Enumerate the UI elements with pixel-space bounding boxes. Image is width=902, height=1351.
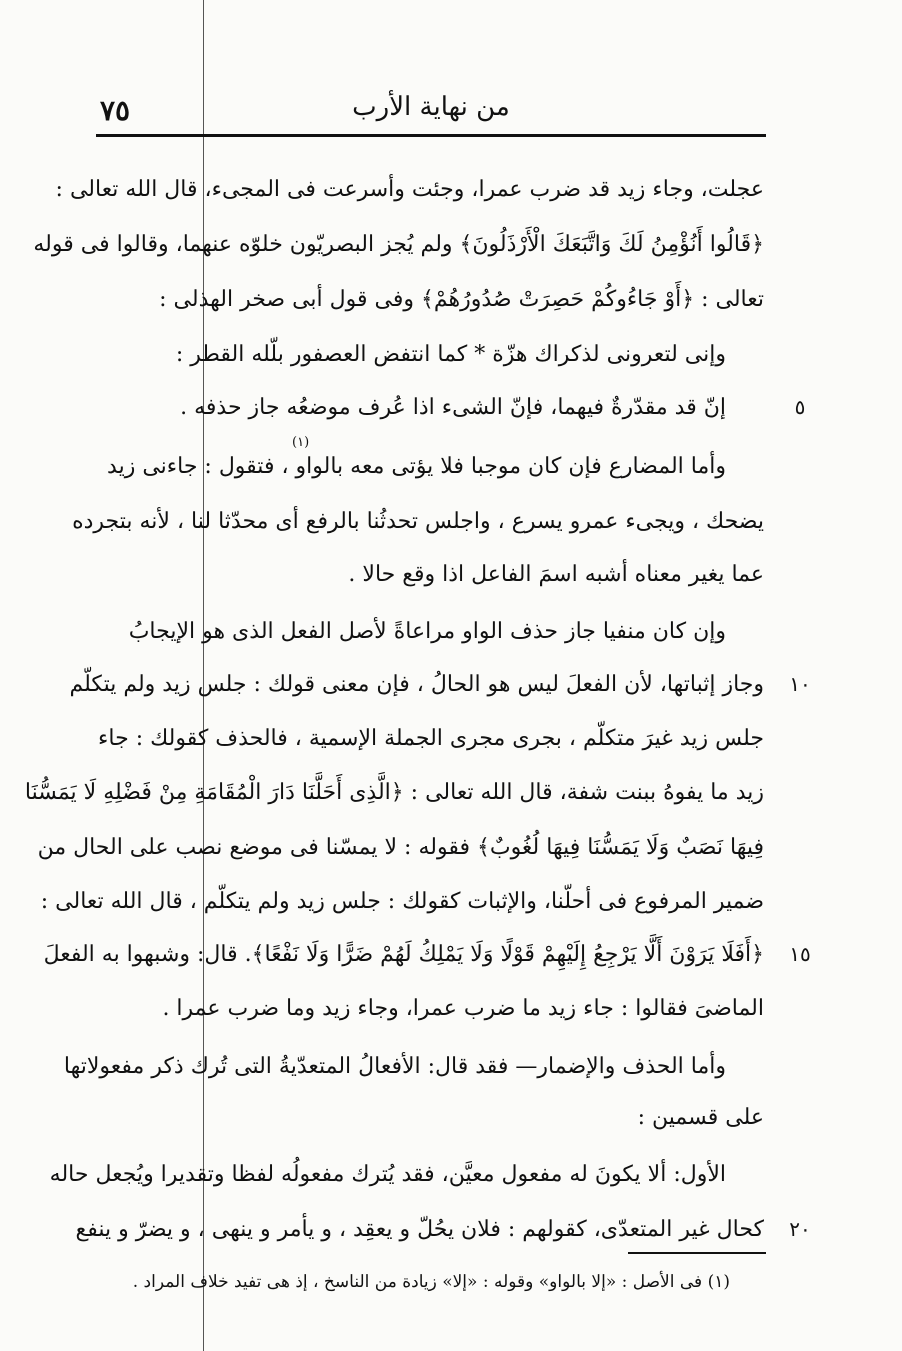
- paragraph-start-line: وأما الحذف والإضمار— فقد قال: الأفعالُ المتعدّيةُ التى تُرك ذكر مفعولاتها: [63, 1054, 726, 1079]
- line-number: ١٠: [789, 672, 811, 696]
- text-line: الماضىَ فقالوا : جاء زيد ما ضرب عمرا، وجاء زيد وما ضرب عمرا .: [162, 996, 764, 1021]
- page-number: ٧٥: [100, 94, 131, 127]
- text-line: فِيهَا نَصَبٌ وَلَا يَمَسُّنَا فِيهَا لُغُوبٌ﴾ فقوله : لا يمسّنا فى موضع نصب على الحال من: [37, 835, 764, 860]
- line-number: ١٥: [789, 942, 811, 966]
- page-header: [96, 88, 766, 134]
- header-rule: [96, 134, 766, 137]
- text-line: ﴿أَفَلَا يَرَوْنَ أَلَّا يَرْجِعُ إِلَيْهِمْ قَوْلًا وَلَا يَمْلِكُ لَهُمْ ضَرًّا وَلَا نَفْعًا﴾. قال: وشبهوا به الفعلَ: [43, 942, 764, 967]
- line-number: ٥: [794, 395, 806, 419]
- text-line: على قسمين :: [637, 1105, 764, 1130]
- text-line: يضحك ، ويجىء عمرو يسرع ، واجلس تحدثُنا بالرفع أى محدّثا لنا ، لأنه بتجرده: [72, 509, 764, 534]
- text-line: عجلت، وجاء زيد قد ضرب عمرا، وجئت وأسرعت فى المجىء، قال الله تعالى :: [55, 177, 764, 202]
- running-title: من نهاية الأرب: [352, 92, 510, 122]
- text-line: ضمير المرفوع فى أحلّنا، والإثبات كقولك : جلس زيد ولم يتكلّم ، قال الله تعالى :: [40, 889, 764, 914]
- footnote-rule: [628, 1252, 766, 1254]
- text-line: كحال غير المتعدّى، كقولهم : فلان يحُلّ و يعقِد ، و يأمر و ينهى ، و يضرّ و ينفع: [75, 1217, 764, 1242]
- text-line: وجاز إثباتها، لأن الفعلَ ليس هو الحالُ ، فإن معنى قولك : جلس زيد ولم يتكلّم: [69, 672, 764, 697]
- text-line: عما يغير معناه أشبه اسمَ الفاعل اذا وقع حالا .: [348, 562, 764, 587]
- footnote-marker: (١): [292, 435, 310, 450]
- text-line: زيد ما يفوهُ ببنت شفة، قال الله تعالى : ﴿الَّذِى أَحَلَّنَا دَارَ الْمُقَامَةِ مِنْ فَضْلِهِ لَا يَمَسُّنَا: [24, 780, 764, 805]
- text-line: إنّ قد مقدّرةٌ فيهما، فإنّ الشىء اذا عُرف موضعُه جاز حذفه .: [180, 395, 726, 420]
- line-number: ٢٠: [789, 1217, 811, 1241]
- text-line: جلس زيد غيرَ متكلّم ، بجرى مجرى الجملة الإسمية ، فالحذف كقولك : جاء: [98, 726, 764, 751]
- paragraph-start-line: وأما المضارع فإن كان موجبا فلا يؤتى معه بالواو ، فتقول : جاءنى زيد: [107, 454, 726, 479]
- paragraph-start-line: وإن كان منفيا جاز حذف الواو مراعاةً لأصل الفعل الذى هو الإيجابُ: [128, 619, 726, 644]
- text-line: ﴿قَالُوا أَنُؤْمِنُ لَكَ وَاتَّبَعَكَ الْأَرْذَلُونَ﴾ ولم يُجز البصريّون خلوّه عنهما، وقالوا فى قوله: [33, 232, 764, 257]
- verse-line: وإنى لتعرونى لذكراك هزّة * كما انتفض العصفور بلّله القطر :: [175, 342, 726, 367]
- footnote: (١) فى الأصل : «إلا بالواو» وقوله : «إلا» زيادة من الناسخ ، إذ هى تفيد خلاف المراد .: [132, 1272, 730, 1292]
- text-line: تعالى : ﴿أَوْ جَاءُوكُمْ حَصِرَتْ صُدُورُهُمْ﴾ وفى قول أبى صخر الهذلى :: [159, 287, 764, 312]
- paragraph-start-line: الأول: ألا يكونَ له مفعول معيَّن، فقد يُترك مفعولُه لفظا وتقديرا ويُجعل حاله: [49, 1162, 726, 1187]
